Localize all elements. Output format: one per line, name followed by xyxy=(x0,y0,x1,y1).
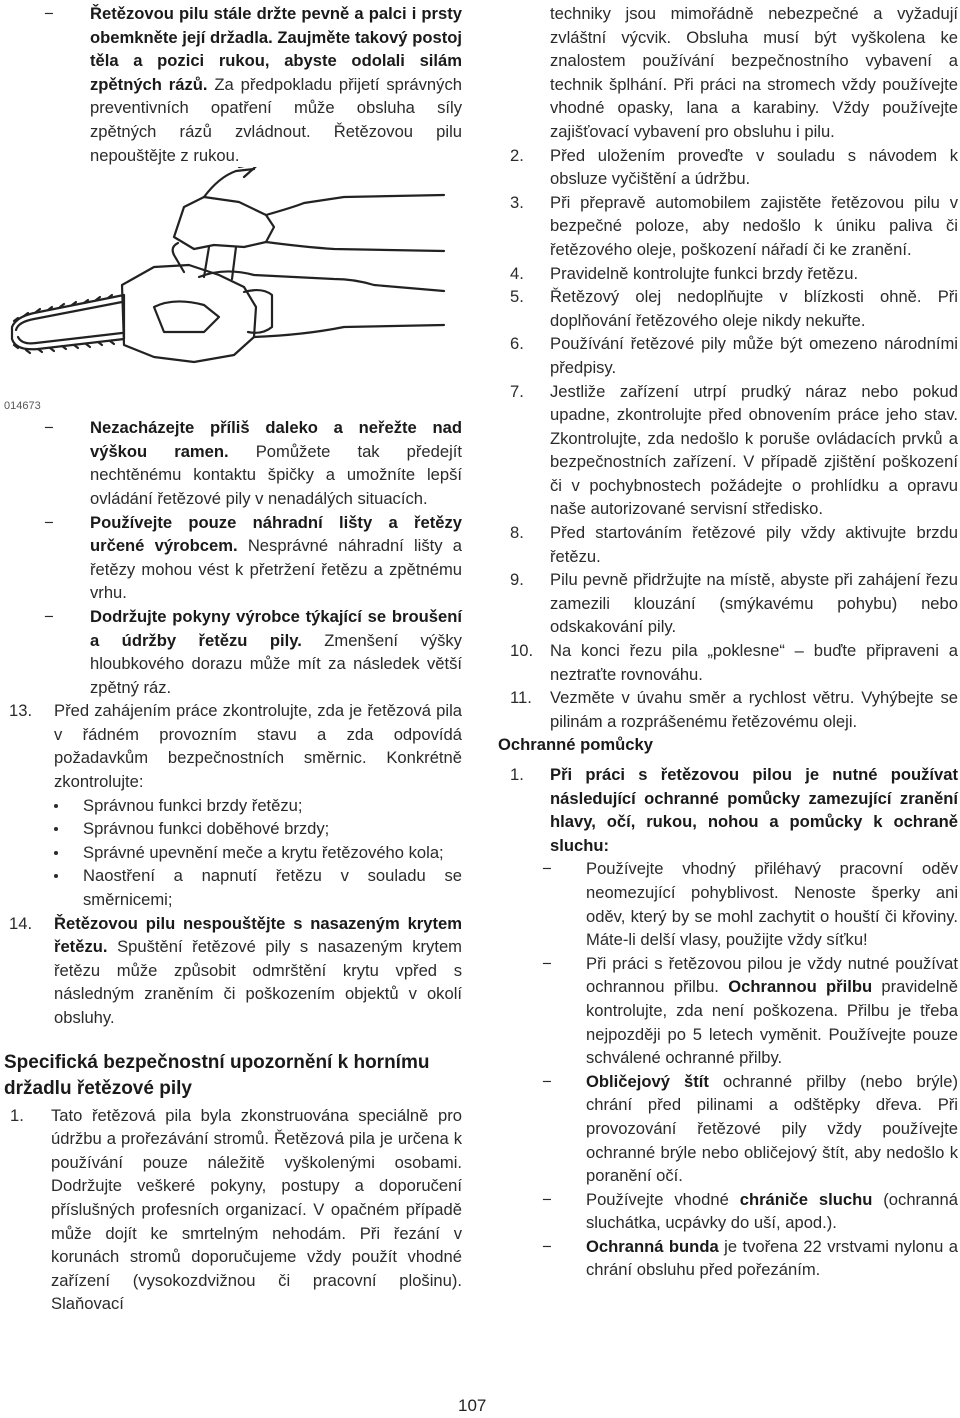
list-item: 10. Na konci řezu pila „poklesne“ – buďte připraveni a neztraťte rovnováhu. xyxy=(510,641,958,684)
page-number: 107 xyxy=(458,1396,487,1415)
dash-marker: − xyxy=(44,512,54,532)
item-13 xyxy=(4,699,462,793)
numbered-list xyxy=(498,144,958,734)
item-bold-text: Řetězovou pilu nespouštějte s nasazeným krytem řetězu. xyxy=(54,913,462,957)
check-item: Naostření a napnutí řetězu v souladu se směrnicemi; xyxy=(4,864,462,911)
dash-marker: − xyxy=(542,1071,552,1091)
dash-marker: − xyxy=(44,418,54,438)
item-number: 1. xyxy=(510,765,524,784)
bullet-dot-icon xyxy=(54,827,58,831)
bullet-grip-saw xyxy=(4,2,462,167)
protective-bullet: − Ochranná bunda je tvořena 22 vrstvami nylonu a chrání obsluhu před pořezáním. xyxy=(542,1236,958,1280)
list-item: 8. Před startováním řetězové pily vždy aktivujte brzdu řetězu. xyxy=(510,523,958,566)
section-heading: Specifická bezpečnostní upozornění k hornímu držadlu řetězové pily xyxy=(4,1051,430,1099)
item-text: Před zahájením práce zkontrolujte, zda je řetězová pila v řádném provozním stavu a zda odpovídá požadavkům bezpečnostních směrnic. Konkrétně zkontrolujte: xyxy=(54,701,462,792)
protective-bullet: − Při práci s řetězovou pilou je vždy nutné používat ochrannou přilbu. Ochrannou přilbu pravidelně kontrolujte, zda není poškozena. Přilbu je třeba nejpozději po 5 letech vyměnit. Používejte pouze schválené ochranné přilby. xyxy=(542,953,958,1068)
bullet-bold-text: Řetězovou pilu stále držte pevně a palci i prsty obemkněte její držadla. Zaujměte takový postoj těla a pozici rukou, abyste odolali silám zpětných rázů. xyxy=(90,4,462,94)
item-bold-text: Při práci s řetězovou pilou je nutné používat následující ochranné pomůcky zamezující zranění hlavy, očí, rukou, nohou a pomůcky k ochraně sluchu: xyxy=(550,765,958,855)
chainsaw-hands-icon xyxy=(4,167,464,412)
bullet-height xyxy=(4,416,462,510)
bullet-text: Pomůžete tak předejít nechtěnému kontaktu špičky a umožníte lepší ovládání řetězové pily v nenadálých situacích. xyxy=(90,441,462,508)
section-heading: Ochranné pomůcky xyxy=(498,735,653,755)
list-item: 4. Pravidelně kontrolujte funkci brzdy řetězu. xyxy=(510,263,859,283)
bullet-dot-icon xyxy=(54,804,58,808)
item-number: 14. xyxy=(9,913,33,933)
check-item: Správnou funkci doběhové brzdy; xyxy=(4,817,462,841)
dash-marker: − xyxy=(542,859,552,879)
bullet-sharpening xyxy=(4,605,462,699)
right-column xyxy=(498,2,958,1282)
left-column xyxy=(4,2,462,1316)
list-item: 2. Před uložením proveďte v souladu s návodem k obsluze vyčištění a údržbu. xyxy=(510,145,958,189)
dash-marker: − xyxy=(44,606,54,626)
item-text: Spuštění řetězové pily s nasazeným krytem řetězu může způsobit odmrštění krytu vpřed s následným zraněním či poškozením objektů v okolí obsluhy. xyxy=(54,937,462,1027)
protective-bullet: − Používejte vhodný přiléhavý pracovní oděv neomezující pohyblivost. Nenoste šperky ani oděv, který by se mohl zachytit o houští či křoviny. Máte-li delší vlasy, použijte vždy síťku! xyxy=(542,859,958,950)
list-item: 9. Pilu pevně přidržujte na místě, abyste při zahájení řezu zamezili klouzání (smýkavému pohybu) nebo odskakování pily. xyxy=(510,570,958,637)
chainsaw-illustration xyxy=(4,167,462,412)
bullet-bold-text: Nezacházejte příliš daleko a neřežte nad výškou ramen. xyxy=(90,418,462,461)
bullet-bold-text: Používejte pouze náhradní lišty a řetězy určené výrobcem. xyxy=(90,512,462,556)
list-item: 6. Používání řetězové pily může být omezeno národními předpisy. xyxy=(510,334,958,377)
check-item: Správné upevnění meče a krytu řetězového kola; xyxy=(4,841,462,865)
bullet-dot-icon xyxy=(54,851,58,855)
dash-marker: − xyxy=(44,4,54,23)
list-item: 5. Řetězový olej nedoplňujte v blízkosti ohně. Při doplňování řetězového oleje nikdy nekuřte. xyxy=(510,287,958,330)
bullet-spare-parts xyxy=(4,511,462,605)
list-item: 7. Jestliže zařízení utrpí prudký náraz nebo pokud upadne, zkontrolujte před obnovením práce jeho stav. Zkontrolujte, zda nedošlo k poruše ovládacích prvků a bezpečnostních zařízení. V případě zjištění poškození či v pochybnostech požádejte o prohlídku a opravu naše autorizované servisní středisko. xyxy=(510,381,958,519)
check-item: Správnou funkci brzdy řetězu; xyxy=(4,794,462,818)
item-number: 13. xyxy=(9,701,33,721)
item-1 xyxy=(4,1104,462,1316)
bullet-text: Nesprávné náhradní lišty a řetězy mohou vést k přetržení řetězu a zpětnému vrhu. xyxy=(90,536,462,603)
bullet-text: Zmenšení výšky hloubkového dorazu může mít za následek větší zpětný ráz. xyxy=(90,630,462,697)
dash-marker: − xyxy=(542,1236,552,1256)
protective-bullet: − Obličejový štít ochranné přilby (nebo brýle) chrání před pilinami a odštěpky dřeva. Při provozování řetězové pily vždy používejte ochranné brýle nebo obličejový štít, aby nedošlo k poranění očí. xyxy=(542,1071,958,1186)
protective-item-1 xyxy=(498,763,958,857)
bullet-bold-text: Dodržujte pokyny výrobce týkající se broušení a údržby řetězu pily. xyxy=(90,606,462,650)
list-item: 11. Vezměte v úvahu směr a rychlost větru. Vyhýbejte se pilinám a rozprášenému řetězovému oleji. xyxy=(510,688,958,731)
item-14 xyxy=(4,912,462,1030)
continued-text: techniky jsou mimořádně nebezpečné a vyžadují zvláštní výcvik. Obsluha musí být vyškolena ke znalostem používání bezpečnostního vybavení a technik šplhání. Při práci na stromech vždy používejte vhodné opasky, lana a karabiny. Vždy používejte zajišťovací vybavení pro obsluhu i pilu. xyxy=(550,4,958,141)
list-item: 3. Při přepravě automobilem zajistěte řetězovou pilu v bezpečné poloze, aby nedošlo k úniku paliva či řetězového oleje, poškození nářadí či ke zranění. xyxy=(510,192,958,259)
item-text: Tato řetězová pila byla zkonstruována speciálně pro údržbu a prořezávání stromů. Řetězová pila je určena k používání pouze náležitě vyškolenými osobami. Dodržujte veškeré pokyny, postupy a doporučení příslušných profesních organizací. V opačném případě může dojít ke smrtelným nehodám. Při řezání v korunách stromů doporučujeme vždy použít vhodné zařízení (vysokozdvižnou či pracovní plošinu). Slaňovací xyxy=(51,1105,462,1314)
protective-bullet: − Používejte vhodné chrániče sluchu (ochranná sluchátka, ucpávky do uší, apod.). xyxy=(542,1189,958,1233)
dash-marker: − xyxy=(542,953,552,973)
bullet-text: Za předpokladu přijetí správných preventivních opatření může obsluha síly zpětných rázů zvládnout. Řetězovou pilu nepouštějte z rukou. xyxy=(90,74,462,165)
dash-marker: − xyxy=(542,1189,552,1209)
figure-code: 014673 xyxy=(4,400,41,413)
item-number: 1. xyxy=(10,1105,24,1125)
bullet-dot-icon xyxy=(54,874,58,878)
